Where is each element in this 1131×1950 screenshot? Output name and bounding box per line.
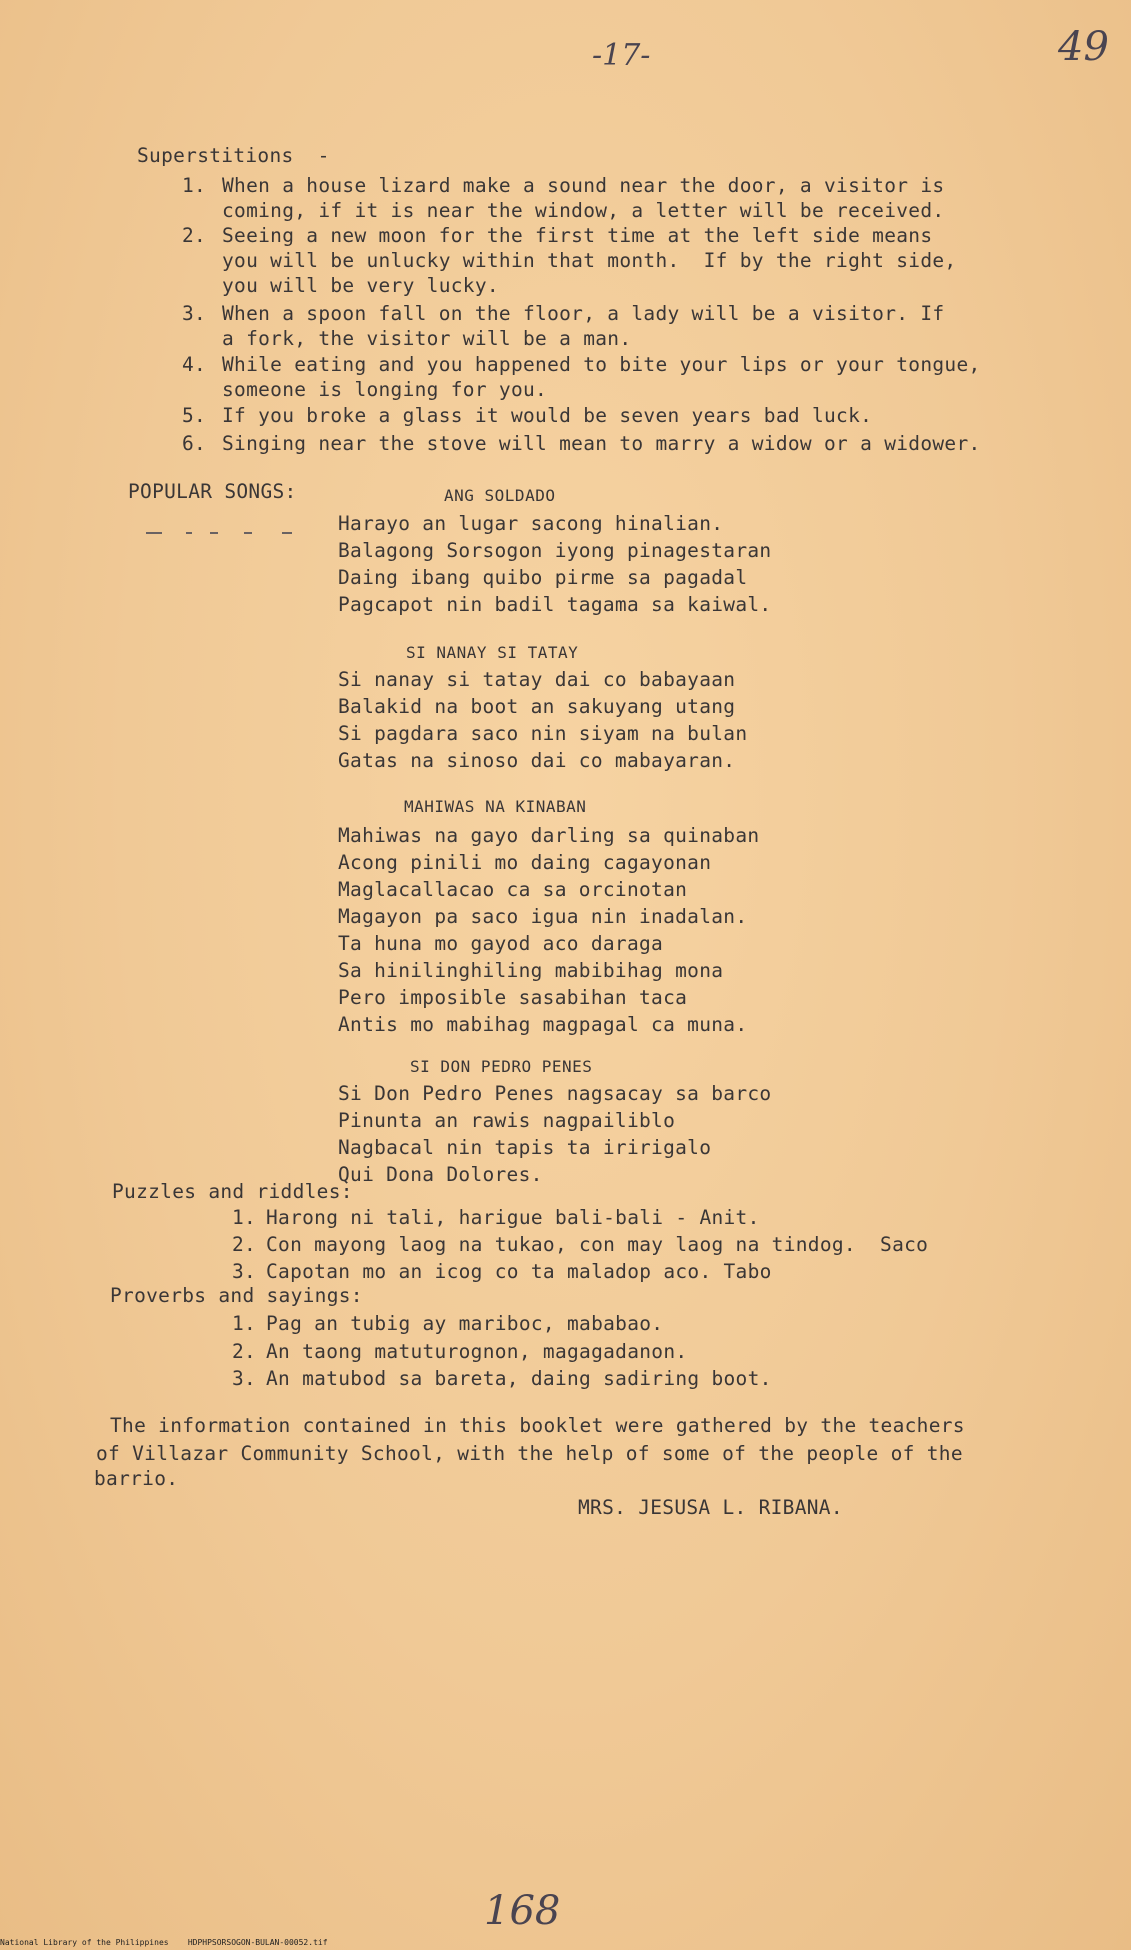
closing-line-2: of Villazar Community School, with the help of some of the people of the: [96, 1442, 963, 1465]
page-number: -17-: [592, 38, 651, 73]
song-3-line-4: Magayon pa saco igua nin inadalan.: [338, 905, 748, 928]
song-2-title: SI NANAY SI TATAY: [406, 643, 579, 662]
proverb-2-num: 2.: [232, 1340, 257, 1363]
song-4-title: SI DON PEDRO PENES: [410, 1057, 593, 1076]
proverbs-heading: Proverbs and sayings:: [110, 1284, 363, 1307]
song-3-line-5: Ta huna mo gayod aco daraga: [338, 932, 664, 955]
superstition-2-line-3: you will be very lucky.: [222, 274, 499, 297]
song-4-line-4: Qui Dona Dolores.: [338, 1163, 543, 1186]
superstition-1-line-2: coming, if it is near the window, a letter will be received.: [222, 199, 945, 222]
proverb-3-text: An matubod sa bareta, daing sadiring boot.: [266, 1367, 772, 1390]
proverb-3-num: 3.: [232, 1367, 257, 1390]
song-2-line-2: Balakid na boot an sakuyang utang: [338, 695, 736, 718]
riddle-2-num: 2.: [232, 1233, 257, 1256]
song-3-line-1: Mahiwas na gayo darling sa quinaban: [338, 824, 760, 847]
superstition-5-line-1: If you broke a glass it would be seven years bad luck.: [222, 404, 873, 427]
superstition-3-num: 3.: [182, 302, 207, 325]
song-4-line-2: Pinunta an rawis nagpailiblo: [338, 1109, 676, 1132]
riddle-2-text: Con mayong laog na tukao, con may laog na tindog. Saco: [266, 1233, 929, 1256]
riddles-heading: Puzzles and riddles:: [112, 1180, 353, 1203]
stray-mark: [186, 532, 192, 534]
scan-footer: National Library of the Philippines HDPHPSORSOGON-BULAN-00052.tif: [0, 1938, 328, 1947]
superstition-3-line-1: When a spoon fall on the floor, a lady will be a visitor. If: [222, 302, 945, 325]
superstition-2-line-1: Seeing a new moon for the first time at the left side means: [222, 224, 933, 247]
riddle-1-num: 1.: [232, 1206, 257, 1229]
song-3-line-8: Antis mo mabihag magpagal ca muna.: [338, 1013, 748, 1036]
song-2-line-3: Si pagdara saco nin siyam na bulan: [338, 722, 748, 745]
riddle-3-num: 3.: [232, 1260, 257, 1283]
song-4-line-1: Si Don Pedro Penes nagsacay sa barco: [338, 1082, 772, 1105]
popular-songs-heading: POPULAR SONGS:: [128, 480, 297, 503]
song-3-line-3: Maglacallacao ca sa orcinotan: [338, 878, 688, 901]
signature: MRS. JESUSA L. RIBANA.: [578, 1496, 843, 1519]
superstition-1-line-1: When a house lizard make a sound near the door, a visitor is: [222, 174, 945, 197]
stray-mark: [210, 532, 218, 534]
song-3-line-2: Acong pinili mo daing cagayonan: [338, 851, 712, 874]
song-4-line-3: Nagbacal nin tapis ta iririgalo: [338, 1136, 712, 1159]
proverb-1-num: 1.: [232, 1312, 257, 1335]
superstitions-heading: Superstitions -: [137, 144, 330, 167]
proverb-2-text: An taong matuturognon, magagadanon.: [266, 1340, 688, 1363]
folio-number: 168: [484, 1888, 561, 1934]
superstition-4-num: 4.: [182, 353, 207, 376]
superstition-4-line-2: someone is longing for you.: [222, 378, 548, 401]
song-1-line-4: Pagcapot nin badil tagama sa kaiwal.: [338, 593, 772, 616]
superstition-5-num: 5.: [182, 404, 207, 427]
superstition-1-num: 1.: [182, 174, 207, 197]
stray-mark: [146, 532, 162, 534]
song-2-line-1: Si nanay si tatay dai co babayaan: [338, 668, 736, 691]
song-1-line-2: Balagong Sorsogon iyong pinagestaran: [338, 539, 772, 562]
proverb-1-text: Pag an tubig ay mariboc, mababao.: [266, 1312, 664, 1335]
stray-mark: [282, 532, 292, 534]
song-1-line-3: Daing ibang quibo pirme sa pagadal: [338, 566, 748, 589]
riddle-3-text: Capotan mo an icog co ta maladop aco. Tabo: [266, 1260, 772, 1283]
song-3-line-7: Pero imposible sasabihan taca: [338, 986, 688, 1009]
song-3-title: MAHIWAS NA KINABAN: [404, 797, 587, 816]
archive-number: 49: [1058, 24, 1109, 70]
superstition-4-line-1: While eating and you happened to bite your lips or your tongue,: [222, 353, 981, 376]
closing-line-3: barrio.: [94, 1467, 179, 1490]
superstition-6-num: 6.: [182, 432, 207, 455]
stray-mark: [244, 532, 252, 534]
superstition-2-num: 2.: [182, 224, 207, 247]
superstition-3-line-2: a fork, the visitor will be a man.: [222, 327, 632, 350]
song-3-line-6: Sa hinilinghiling mabibihag mona: [338, 959, 724, 982]
song-2-line-4: Gatas na sinoso dai co mabayaran.: [338, 749, 736, 772]
superstition-2-line-2: you will be unlucky within that month. If by the right side,: [222, 249, 957, 272]
song-1-line-1: Harayo an lugar sacong hinalian.: [338, 512, 724, 535]
superstition-6-line-1: Singing near the stove will mean to marry a widow or a widower.: [222, 432, 981, 455]
closing-line-1: The information contained in this booklet were gathered by the teachers: [110, 1414, 965, 1437]
riddle-1-text: Harong ni tali, harigue bali-bali - Anit.: [266, 1206, 760, 1229]
song-1-title: ANG SOLDADO: [444, 486, 556, 505]
